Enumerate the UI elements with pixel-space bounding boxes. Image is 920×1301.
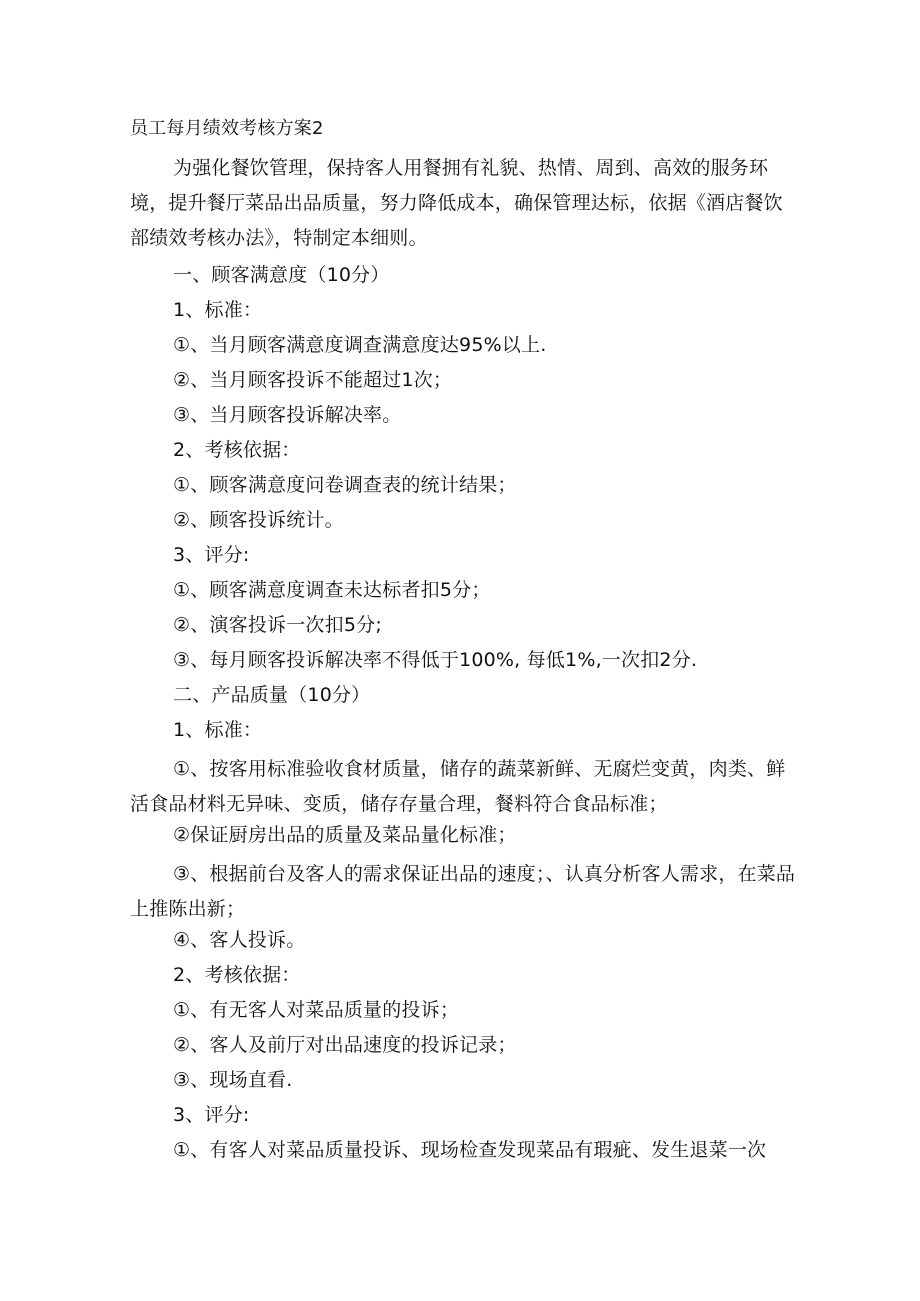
section2-standard-item: ②保证厨房出品的质量及菜品量化标准；	[173, 824, 517, 846]
document-body	[130, 115, 810, 1172]
section1-standard-item: ①、当月顾客满意度调查满意度达95%以上.	[173, 334, 547, 356]
section1-score-heading: 3、评分:	[173, 544, 250, 566]
section2-basis-item: ③、现场直看.	[173, 1069, 293, 1091]
section2-score-heading: 3、评分:	[173, 1104, 250, 1126]
intro-paragraph: 为强化餐饮管理，保持客人用餐拥有礼貌、热情、周到、高效的服务环境，提升餐厅菜品出品质量，努力降低成本，确保管理达标，依据《酒店餐饮部绩效考核办法》，特制定本细则。	[130, 157, 783, 249]
section2-heading: 二、产品质量（10分）	[173, 684, 371, 706]
section1-heading: 一、顾客满意度（10分）	[173, 264, 390, 286]
section1-basis-heading: 2、考核依据：	[173, 439, 301, 461]
section2-standard-heading: 1、标准：	[173, 719, 263, 741]
section1-score-item: ①、顾客满意度调查未达标者扣5分；	[173, 579, 491, 601]
section2-standard-item: ④、客人投诉。	[173, 929, 306, 951]
section1-basis-item: ①、顾客满意度问卷调查表的统计结果；	[173, 474, 517, 496]
section1-score-item: ③、每月顾客投诉解决率不得低于100%, 每低1%,一次扣2分.	[173, 649, 698, 671]
section1-standard-item: ③、当月顾客投诉解决率。	[173, 404, 402, 426]
section2-score-item: ①、有客人对菜品质量投诉、现场检查发现菜品有瑕疵、发生退菜一次	[173, 1139, 767, 1161]
section2-standard-item: ③、根据前台及客人的需求保证出品的速度；、认真分析客人需求，在菜品上推陈出新；	[130, 863, 796, 920]
section2-basis-item: ①、有无客人对菜品质量的投诉；	[173, 999, 460, 1021]
section1-standard-heading: 1、标准：	[173, 299, 263, 321]
section2-standard-item: ①、按客用标准验收食材质量，储存的蔬菜新鲜、无腐烂变黄，肉类、鲜活食品材料无异味、变质，储存存量合理，餐料符合食品标准；	[130, 758, 786, 815]
section1-basis-item: ②、顾客投诉统计。	[173, 509, 344, 531]
section1-score-item: ②、演客投诉一次扣5分;	[173, 614, 382, 636]
document-title: 员工每月绩效考核方案2	[130, 118, 324, 139]
section1-standard-item: ②、当月顾客投诉不能超过1次；	[173, 369, 453, 391]
section2-basis-item: ②、客人及前厅对出品速度的投诉记录；	[173, 1034, 517, 1056]
section2-basis-heading: 2、考核依据：	[173, 964, 301, 986]
